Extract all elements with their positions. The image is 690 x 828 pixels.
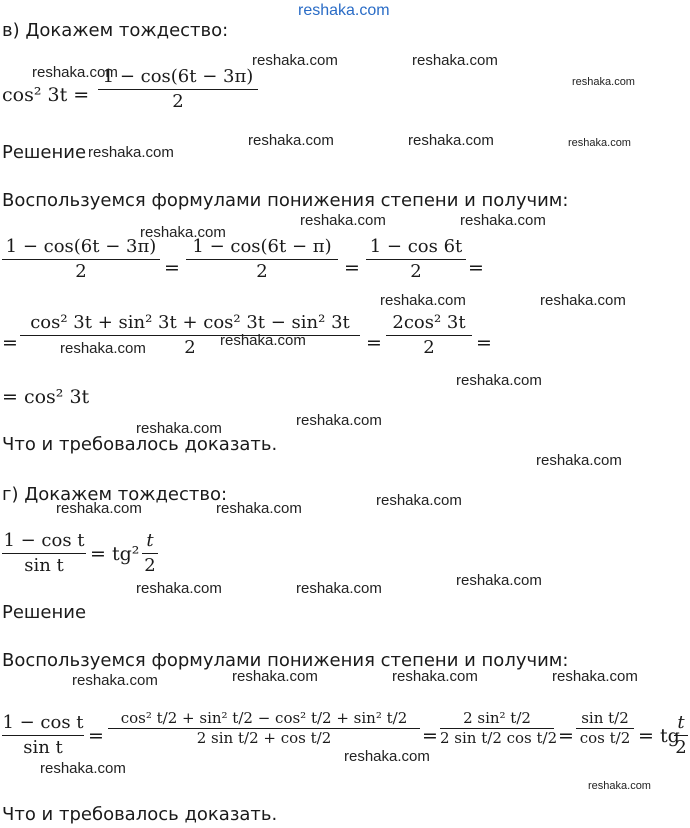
v-line1-eq3: = bbox=[468, 257, 484, 279]
watermark: reshaka.com bbox=[56, 500, 142, 517]
watermark: reshaka.com bbox=[460, 212, 546, 229]
g-line1-frac5-den: 2 bbox=[675, 737, 687, 758]
watermark: reshaka.com bbox=[456, 572, 542, 589]
watermark: reshaka.com bbox=[32, 64, 118, 81]
watermark: reshaka.com bbox=[392, 668, 478, 685]
watermark: reshaka.com bbox=[536, 452, 622, 469]
g-line1-eq3: = bbox=[558, 725, 574, 747]
watermark: reshaka.com bbox=[408, 132, 494, 149]
watermark: reshaka.com bbox=[296, 580, 382, 597]
identity-g-rhs-fraction bbox=[142, 530, 158, 577]
watermark: reshaka.com bbox=[588, 780, 651, 792]
identity-g-rhs-num: t bbox=[146, 530, 154, 551]
intro-v: Воспользуемся формулами понижения степени и получим: bbox=[2, 190, 569, 211]
g-line1-frac4-num: sin t/2 bbox=[581, 709, 629, 727]
watermark: reshaka.com bbox=[40, 760, 126, 777]
v-line2-eq1: = bbox=[366, 332, 382, 354]
v-line1-frac3 bbox=[366, 236, 466, 283]
g-line1-frac4 bbox=[576, 710, 634, 747]
v-line2-frac2-num: 2cos² 3t bbox=[392, 312, 466, 333]
watermark: reshaka.com bbox=[344, 748, 430, 765]
watermark: reshaka.com bbox=[248, 132, 334, 149]
g-line1-big-frac bbox=[108, 710, 420, 747]
v-line2-frac1-num: cos² 3t + sin² 3t + cos² 3t − sin² 3t bbox=[30, 312, 350, 333]
watermark: reshaka.com bbox=[136, 580, 222, 597]
v-line2-frac2 bbox=[386, 312, 472, 359]
v-line1-eq2: = bbox=[344, 257, 360, 279]
g-line1-eq1: = bbox=[88, 725, 104, 747]
watermark: reshaka.com bbox=[220, 332, 306, 349]
watermark: reshaka.com bbox=[572, 76, 635, 88]
v-line2-lead: = bbox=[2, 332, 18, 354]
identity-v-lhs: cos² 3t = bbox=[2, 84, 90, 106]
identity-g-lhs-num: 1 − cos t bbox=[3, 530, 85, 551]
watermark: reshaka.com bbox=[136, 420, 222, 437]
v-line1-frac2-num: 1 − cos(6t − π) bbox=[192, 236, 332, 257]
watermark: reshaka.com bbox=[140, 224, 226, 241]
watermark: reshaka.com bbox=[376, 492, 462, 509]
identity-g-rhs-den: 2 bbox=[144, 555, 156, 576]
v-line2-eq2: = bbox=[476, 332, 492, 354]
v-line2-frac1-den: 2 bbox=[184, 337, 196, 358]
v-line1-frac1-num: 1 − cos(6t − 3π) bbox=[5, 236, 157, 257]
watermark: reshaka.com bbox=[540, 292, 626, 309]
g-line1-frac3-den: 2 sin t/2 cos t/2 bbox=[440, 729, 558, 747]
watermark: reshaka.com bbox=[456, 372, 542, 389]
g-line1-frac1 bbox=[2, 712, 84, 759]
identity-v-den: 2 bbox=[172, 91, 184, 112]
v-line2-frac2-den: 2 bbox=[423, 337, 435, 358]
g-line1-frac5-num: t bbox=[677, 712, 685, 733]
intro-g: Воспользуемся формулами понижения степени и получим: bbox=[2, 650, 569, 671]
watermark: reshaka.com bbox=[72, 672, 158, 689]
g-line1-frac4-den: cos t/2 bbox=[579, 729, 631, 747]
conclusion-g: Что и требовалось доказать. bbox=[2, 804, 278, 825]
conclusion-v: Что и требовалось доказать. bbox=[2, 434, 278, 455]
heading-part-g: г) Докажем тождество: bbox=[2, 484, 228, 505]
identity-v-fraction bbox=[98, 66, 258, 113]
g-line1-frac3-num: 2 sin² t/2 bbox=[463, 709, 531, 727]
watermark: reshaka.com bbox=[300, 212, 386, 229]
g-line1-frac1-den: sin t bbox=[23, 737, 63, 758]
v-line1-frac2-den: 2 bbox=[256, 261, 268, 282]
watermark: reshaka.com bbox=[568, 137, 631, 149]
watermark: reshaka.com bbox=[60, 340, 146, 357]
watermark: reshaka.com bbox=[88, 144, 174, 161]
v-line1-frac3-num: 1 − cos 6t bbox=[369, 236, 463, 257]
v-line1-frac1 bbox=[2, 236, 160, 283]
watermark: reshaka.com bbox=[252, 52, 338, 69]
watermark: reshaka.com bbox=[412, 52, 498, 69]
heading-part-v: в) Докажем тождество: bbox=[2, 20, 229, 41]
v-line3: = cos² 3t bbox=[2, 386, 90, 408]
watermark: reshaka.com bbox=[380, 292, 466, 309]
watermark: reshaka.com bbox=[296, 412, 382, 429]
v-line1-eq1: = bbox=[164, 257, 180, 279]
g-line1-big-den: 2 sin t/2 + cos t/2 bbox=[196, 729, 332, 747]
g-line1-frac1-num: 1 − cos t bbox=[2, 712, 84, 733]
solution-label-g: Решение bbox=[2, 602, 87, 623]
v-line1-frac2 bbox=[186, 236, 338, 283]
site-header: reshaka.com bbox=[298, 2, 390, 19]
identity-g-lhs-fraction bbox=[2, 530, 86, 577]
g-line1-frac3 bbox=[440, 709, 558, 747]
g-line1-eq2: = bbox=[422, 725, 438, 747]
g-line1-frac5 bbox=[674, 712, 688, 759]
watermark: reshaka.com bbox=[232, 668, 318, 685]
identity-g-lhs-den: sin t bbox=[24, 555, 64, 576]
g-line1-big-num: cos² t/2 + sin² t/2 − cos² t/2 + sin² t/2 bbox=[120, 709, 408, 727]
g-line1-eq4: = tg bbox=[638, 725, 680, 747]
v-line1-frac3-den: 2 bbox=[410, 261, 422, 282]
identity-g-rhs: = tg² bbox=[90, 543, 140, 565]
watermark: reshaka.com bbox=[552, 668, 638, 685]
identity-v-num: 1 − cos(6t − 3π) bbox=[102, 66, 254, 87]
watermark: reshaka.com bbox=[216, 500, 302, 517]
v-line1-frac1-den: 2 bbox=[75, 261, 87, 282]
solution-label-v: Решение bbox=[2, 142, 87, 163]
